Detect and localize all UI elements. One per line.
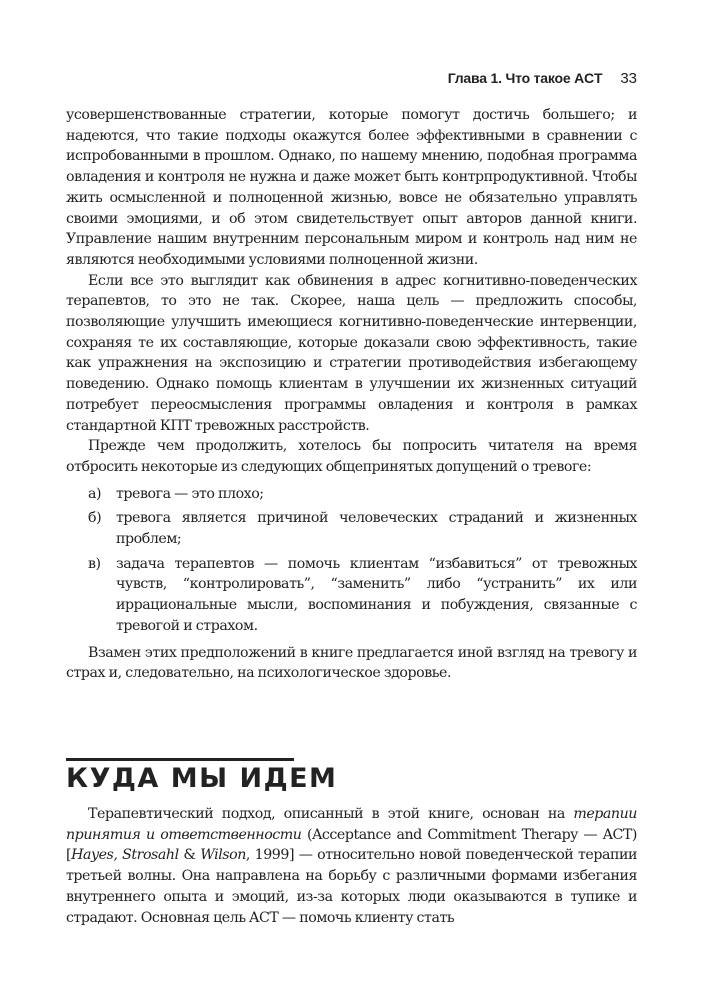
text-run: , 1999] — относительно новой поведенческой терапии третьей волны. Она направлена на борьбу с различными формами избегания внутреннего опыта и эмоций, из-за которых люди оказываются в тупике и страдают. Основная цель ACT — помочь клиенту стать: [66, 847, 637, 926]
paragraph-2: Если все это выглядит как обвинения в адрес когнитивно-поведенческих терапевтов, то это не так. Скорее, наша цель — предложить способы, позволяющие улучшить имеющиеся когнитивно-поведенческие интервенции, сохраняя те их составляющие, которые доказали свою эффективность, такие как упражнения на экспозицию и стратегии противодействия избегающему поведению. Однако помощь клиентам в улучшении их жизненных ситуаций потребует переосмысления программы овладения и контроля в рамках стандартной КПТ тревожных расстройств.: [66, 272, 637, 434]
paragraph-1: усовершенствованные стратегии, которые помогут достичь большего; и надеются, что такие подходы окажутся более эффективными в сравнении с испробованными в прошлом. Однако, по нашему мнению, подобная программа овладения и контроля не нужна и даже может быть контрпродуктивной. Чтобы жить осмысленной и полноценной жизнью, вовсе не обязательно управлять своими эмоциями, и об этом свидетельствует опыт авторов данной книги. Управление нашим внутренним персональным миром и контроль над ним не являются необходимыми условиями полноценной жизни.: [66, 107, 637, 268]
list-item-text: тревога является причиной человеческих страданий и жизненных проблем;: [116, 510, 637, 548]
heading-rule: [66, 758, 294, 761]
page-number: 33: [620, 70, 637, 87]
italic-citation: Hayes, Strosahl: [71, 847, 179, 864]
list-marker: б): [88, 510, 102, 527]
italic-term: терапии принятия и ответственности: [66, 806, 637, 843]
chapter-title: Глава 1. Что такое ACT: [447, 70, 603, 86]
list-item-text: тревога — это плохо;: [116, 485, 264, 502]
list-item: [66, 484, 637, 505]
italic-citation: Wilson: [200, 847, 246, 864]
paragraph-3: Прежде чем продолжить, хотелось бы попросить читателя на время отбросить некоторые из следующих общепринятых допущений о тревоге:: [66, 438, 637, 475]
section-text: [66, 804, 637, 928]
main-text: [66, 105, 637, 684]
list-marker: а): [88, 485, 102, 502]
list-marker: в): [88, 555, 101, 572]
assumptions-list: [66, 484, 637, 637]
running-head: [448, 70, 637, 87]
text-run: Терапевтический подход, описанный в этой книге, основан на: [88, 806, 574, 822]
list-item: [66, 508, 637, 549]
text-run: (Acceptance and Commitment Therapy — ACT) [: [66, 826, 637, 864]
section-heading: КУДА МЫ ИДЕМ: [66, 763, 338, 794]
list-item-text: задача терапевтов — помочь клиентам “избавиться” от тревожных чувств, “контролировать”, “заменить” либо “устранить” их или иррациональные мысли, воспоминания и побуждения, связанные с тревогой и страхом.: [116, 555, 637, 634]
list-item: [66, 554, 637, 637]
text-run: &: [178, 847, 201, 864]
paragraph-4: Взамен этих предположений в книге предлагается иной взгляд на тревогу и страх и, следовательно, на психологическое здоровье.: [66, 644, 637, 682]
paragraph-5: [66, 804, 637, 928]
